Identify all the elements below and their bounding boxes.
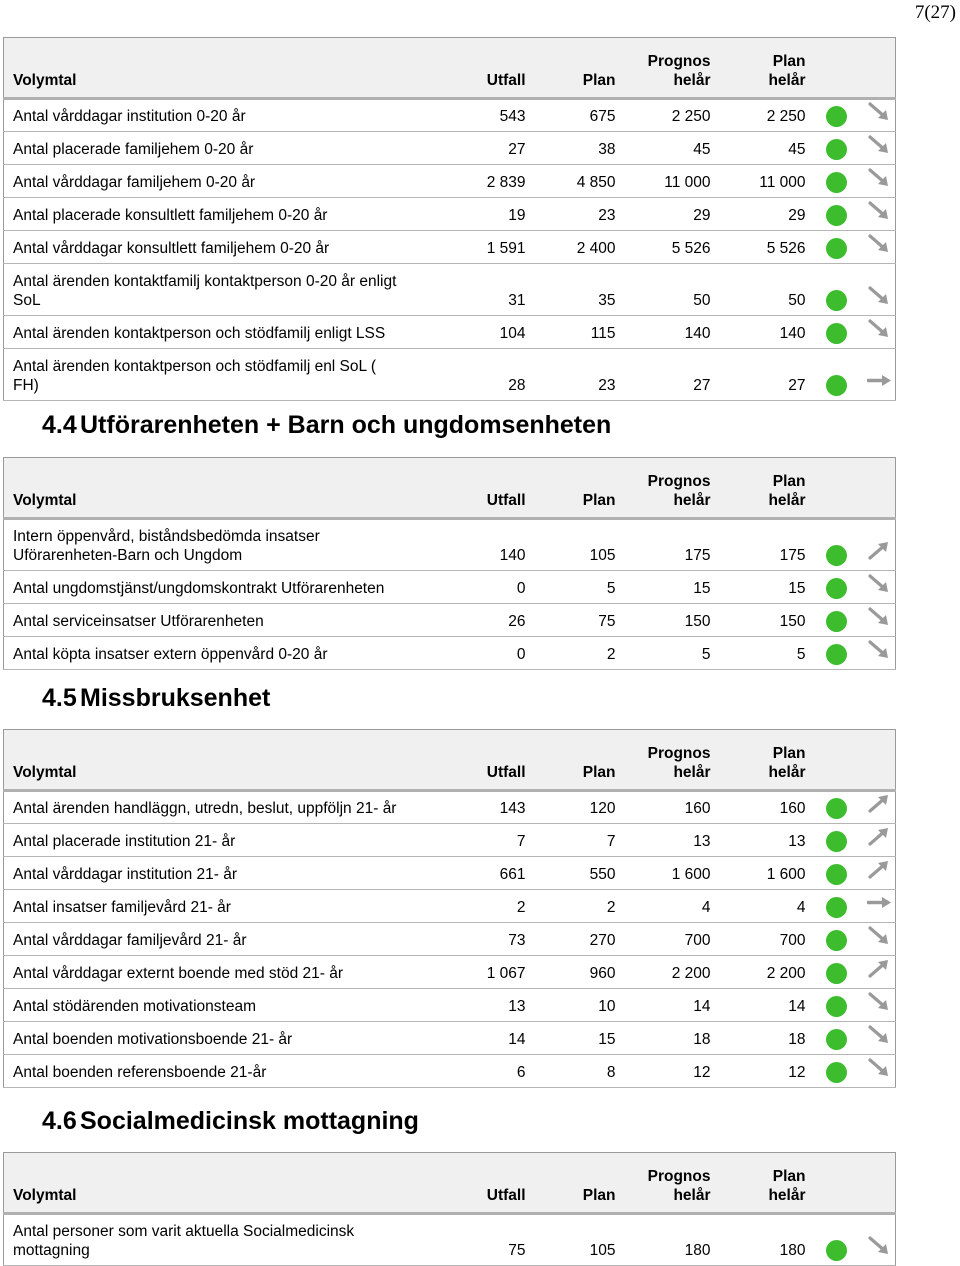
cell-plan: 10 (526, 989, 616, 1022)
column-header-status (806, 458, 896, 519)
table-row (4, 519, 896, 571)
status-green-circle-icon (826, 1240, 847, 1261)
row-label: Antal placerade familjehem 0-20 år (4, 132, 456, 165)
status-trend-cell (806, 857, 896, 890)
cell-prognos: 2 250 (616, 99, 711, 132)
status-trend-cell (806, 349, 896, 401)
row-label (4, 519, 456, 571)
row-label (4, 349, 456, 401)
cell-prognos: 45 (616, 132, 711, 165)
column-header-status (806, 730, 896, 791)
table-header-row (4, 1153, 896, 1214)
status-green-circle-icon (826, 611, 847, 632)
status-trend-cell (806, 989, 896, 1022)
cell-plan-helar: 12 (711, 1055, 806, 1088)
status-trend-cell (806, 956, 896, 989)
cell-plan: 2 (526, 637, 616, 670)
column-header-line: helår (768, 492, 806, 509)
status-trend-cell (806, 1055, 896, 1088)
status-green-circle-icon (826, 172, 847, 193)
cell-plan: 8 (526, 1055, 616, 1088)
row-label-line: mottagning (13, 1242, 90, 1259)
trend-arrow-down-icon (867, 925, 891, 951)
status-green-circle-icon (826, 578, 847, 599)
column-header-line: Prognos (647, 53, 711, 70)
cell-plan-helar: 18 (711, 1022, 806, 1055)
cell-prognos: 5 526 (616, 231, 711, 264)
section-heading-4-6 (42, 1106, 419, 1136)
column-header-prognos-helar (616, 458, 711, 519)
cell-prognos: 175 (616, 519, 711, 571)
cell-plan: 4 850 (526, 165, 616, 198)
column-header-plan-helar (711, 458, 806, 519)
cell-plan: 105 (526, 519, 616, 571)
table-row (4, 857, 896, 890)
column-header-utfall: Utfall (456, 730, 526, 791)
trend-arrow-down-icon (867, 1057, 891, 1083)
trend-arrow-right-icon (867, 370, 891, 396)
table-header-row (4, 458, 896, 519)
trend-arrow-down-icon (867, 606, 891, 632)
page-number: 7(27) (914, 2, 956, 23)
status-green-circle-icon (826, 545, 847, 566)
trend-arrow-down-icon (867, 233, 891, 259)
column-header-utfall: Utfall (456, 38, 526, 99)
cell-utfall: 661 (456, 857, 526, 890)
column-header-volymtal: Volymtal (4, 458, 456, 519)
column-header-plan: Plan (526, 1153, 616, 1214)
row-label: Antal vårddagar konsultlett familjehem 0-20 år (4, 231, 456, 264)
column-header-line: helår (768, 764, 806, 781)
table-row (4, 1214, 896, 1266)
status-trend-cell (806, 571, 896, 604)
status-trend-cell (806, 637, 896, 670)
trend-arrow-down-icon (867, 1024, 891, 1050)
column-header-line: helår (673, 764, 711, 781)
cell-utfall: 6 (456, 1055, 526, 1088)
cell-prognos: 180 (616, 1214, 711, 1266)
cell-utfall: 104 (456, 316, 526, 349)
column-header-line: Prognos (647, 745, 711, 762)
row-label: Antal ungdomstjänst/ungdomskontrakt Utförarenheten (4, 571, 456, 604)
cell-prognos: 29 (616, 198, 711, 231)
cell-utfall: 28 (456, 349, 526, 401)
row-label: Antal insatser familjevård 21- år (4, 890, 456, 923)
table-row (4, 956, 896, 989)
status-green-circle-icon (826, 996, 847, 1017)
status-green-circle-icon (826, 290, 847, 311)
row-label-line: SoL (13, 292, 41, 309)
status-trend-cell (806, 316, 896, 349)
table-row (4, 923, 896, 956)
volymtal-table-socialmedicinsk (3, 1152, 896, 1266)
table-row (4, 231, 896, 264)
section-title: Utförarenheten + Barn och ungdomsenheten (80, 411, 612, 439)
table-row (4, 824, 896, 857)
column-header-line: Prognos (647, 473, 711, 490)
column-header-line: Plan (772, 1168, 806, 1185)
cell-prognos: 2 200 (616, 956, 711, 989)
status-trend-cell (806, 132, 896, 165)
cell-plan: 15 (526, 1022, 616, 1055)
cell-utfall: 140 (456, 519, 526, 571)
table-row (4, 791, 896, 824)
cell-plan: 270 (526, 923, 616, 956)
cell-utfall: 143 (456, 791, 526, 824)
section-heading-4-4 (42, 410, 611, 440)
table-row (4, 132, 896, 165)
status-trend-cell (806, 923, 896, 956)
column-header-prognos-helar (616, 730, 711, 791)
cell-utfall: 13 (456, 989, 526, 1022)
cell-prognos: 140 (616, 316, 711, 349)
status-trend-cell (806, 791, 896, 824)
cell-plan: 5 (526, 571, 616, 604)
status-trend-cell (806, 1022, 896, 1055)
row-label: Antal stödärenden motivationsteam (4, 989, 456, 1022)
trend-arrow-down-icon (867, 639, 891, 665)
status-green-circle-icon (826, 205, 847, 226)
cell-plan-helar: 175 (711, 519, 806, 571)
column-header-line: Plan (772, 53, 806, 70)
cell-plan-helar: 5 (711, 637, 806, 670)
row-label: Antal vårddagar institution 0-20 år (4, 99, 456, 132)
volymtal-table-barn-unga (3, 37, 896, 401)
cell-plan: 2 400 (526, 231, 616, 264)
table-row (4, 316, 896, 349)
cell-plan-helar: 29 (711, 198, 806, 231)
status-green-circle-icon (826, 139, 847, 160)
column-header-line: Plan (772, 473, 806, 490)
trend-arrow-up-icon (867, 540, 891, 566)
cell-plan: 120 (526, 791, 616, 824)
cell-plan: 7 (526, 824, 616, 857)
trend-arrow-down-icon (867, 318, 891, 344)
cell-utfall: 7 (456, 824, 526, 857)
cell-plan: 105 (526, 1214, 616, 1266)
status-trend-cell (806, 519, 896, 571)
cell-plan: 75 (526, 604, 616, 637)
row-label: Antal ärenden handläggn, utredn, beslut, uppföljn 21- år (4, 791, 456, 824)
cell-utfall: 27 (456, 132, 526, 165)
cell-plan-helar: 180 (711, 1214, 806, 1266)
cell-prognos: 18 (616, 1022, 711, 1055)
row-label: Antal vårddagar institution 21- år (4, 857, 456, 890)
cell-utfall: 0 (456, 571, 526, 604)
section-title: Socialmedicinsk mottagning (80, 1107, 419, 1135)
trend-arrow-up-icon (867, 826, 891, 852)
status-trend-cell (806, 231, 896, 264)
cell-plan-helar: 2 200 (711, 956, 806, 989)
cell-plan-helar: 45 (711, 132, 806, 165)
cell-plan-helar: 27 (711, 349, 806, 401)
cell-utfall: 2 839 (456, 165, 526, 198)
cell-prognos: 1 600 (616, 857, 711, 890)
column-header-volymtal: Volymtal (4, 38, 456, 99)
cell-plan-helar: 5 526 (711, 231, 806, 264)
row-label (4, 1214, 456, 1266)
status-green-circle-icon (826, 323, 847, 344)
table-row (4, 890, 896, 923)
row-label: Antal placerade konsultlett familjehem 0-20 år (4, 198, 456, 231)
cell-prognos: 11 000 (616, 165, 711, 198)
row-label: Antal boenden referensboende 21-år (4, 1055, 456, 1088)
column-header-status (806, 1153, 896, 1214)
trend-arrow-down-icon (867, 285, 891, 311)
trend-arrow-right-icon (867, 892, 891, 918)
trend-arrow-down-icon (867, 134, 891, 160)
row-label: Antal vårddagar externt boende med stöd 21- år (4, 956, 456, 989)
cell-prognos: 700 (616, 923, 711, 956)
status-green-circle-icon (826, 798, 847, 819)
column-header-volymtal: Volymtal (4, 1153, 456, 1214)
column-header-plan-helar (711, 730, 806, 791)
table-row (4, 1022, 896, 1055)
cell-prognos: 14 (616, 989, 711, 1022)
column-header-line: helår (768, 72, 806, 89)
section-number: 4.5 (42, 684, 77, 712)
status-trend-cell (806, 99, 896, 132)
cell-utfall: 14 (456, 1022, 526, 1055)
row-label: Antal boenden motivationsboende 21- år (4, 1022, 456, 1055)
column-header-plan-helar (711, 38, 806, 99)
column-header-plan: Plan (526, 458, 616, 519)
cell-utfall: 73 (456, 923, 526, 956)
section-number: 4.6 (42, 1107, 77, 1135)
status-trend-cell (806, 198, 896, 231)
cell-prognos: 50 (616, 264, 711, 316)
row-label (4, 264, 456, 316)
cell-prognos: 15 (616, 571, 711, 604)
status-trend-cell (806, 264, 896, 316)
cell-plan: 2 (526, 890, 616, 923)
row-label: Antal vårddagar familjehem 0-20 år (4, 165, 456, 198)
cell-prognos: 150 (616, 604, 711, 637)
row-label-line: Uförarenheten-Barn och Ungdom (13, 547, 243, 564)
status-trend-cell (806, 890, 896, 923)
cell-plan-helar: 13 (711, 824, 806, 857)
table-row (4, 99, 896, 132)
trend-arrow-down-icon (867, 167, 891, 193)
table-row (4, 989, 896, 1022)
trend-arrow-down-icon (867, 1235, 891, 1261)
column-header-plan-helar (711, 1153, 806, 1214)
cell-plan-helar: 150 (711, 604, 806, 637)
status-trend-cell (806, 1214, 896, 1266)
column-header-status (806, 38, 896, 99)
cell-plan-helar: 160 (711, 791, 806, 824)
cell-plan-helar: 14 (711, 989, 806, 1022)
column-header-prognos-helar (616, 1153, 711, 1214)
cell-plan: 960 (526, 956, 616, 989)
table-row (4, 198, 896, 231)
cell-plan-helar: 50 (711, 264, 806, 316)
column-header-volymtal: Volymtal (4, 730, 456, 791)
table-row (4, 571, 896, 604)
row-label: Antal köpta insatser extern öppenvård 0-20 år (4, 637, 456, 670)
cell-utfall: 19 (456, 198, 526, 231)
cell-prognos: 13 (616, 824, 711, 857)
table-row (4, 349, 896, 401)
trend-arrow-up-icon (867, 793, 891, 819)
cell-plan: 675 (526, 99, 616, 132)
status-green-circle-icon (826, 375, 847, 396)
cell-utfall: 31 (456, 264, 526, 316)
cell-plan-helar: 4 (711, 890, 806, 923)
cell-plan: 23 (526, 349, 616, 401)
cell-plan: 23 (526, 198, 616, 231)
status-green-circle-icon (826, 1029, 847, 1050)
trend-arrow-up-icon (867, 958, 891, 984)
column-header-plan: Plan (526, 38, 616, 99)
status-trend-cell (806, 604, 896, 637)
column-header-line: helår (673, 72, 711, 89)
column-header-plan: Plan (526, 730, 616, 791)
cell-prognos: 27 (616, 349, 711, 401)
row-label-line: Antal ärenden kontaktfamilj kontaktperson 0-20 år enligt (13, 273, 397, 290)
table-row (4, 1055, 896, 1088)
trend-arrow-down-icon (867, 200, 891, 226)
trend-arrow-down-icon (867, 573, 891, 599)
cell-utfall: 543 (456, 99, 526, 132)
cell-prognos: 12 (616, 1055, 711, 1088)
column-header-prognos-helar (616, 38, 711, 99)
column-header-line: helår (673, 1187, 711, 1204)
status-trend-cell (806, 165, 896, 198)
cell-plan: 38 (526, 132, 616, 165)
trend-arrow-down-icon (867, 101, 891, 127)
column-header-line: helår (673, 492, 711, 509)
table-row (4, 264, 896, 316)
status-trend-cell (806, 824, 896, 857)
table-row (4, 604, 896, 637)
status-green-circle-icon (826, 864, 847, 885)
status-green-circle-icon (826, 963, 847, 984)
cell-plan-helar: 11 000 (711, 165, 806, 198)
cell-plan: 35 (526, 264, 616, 316)
status-green-circle-icon (826, 897, 847, 918)
row-label-line: Antal ärenden kontaktperson och stödfamilj enl SoL ( (13, 358, 377, 375)
volymtal-table-missbruksenhet (3, 729, 896, 1088)
section-title: Missbruksenhet (80, 684, 271, 712)
column-header-utfall: Utfall (456, 458, 526, 519)
cell-plan-helar: 140 (711, 316, 806, 349)
row-label-line: FH) (13, 377, 39, 394)
cell-prognos: 5 (616, 637, 711, 670)
table-row (4, 165, 896, 198)
table-header-row (4, 730, 896, 791)
cell-prognos: 4 (616, 890, 711, 923)
row-label: Antal ärenden kontaktperson och stödfamilj enligt LSS (4, 316, 456, 349)
cell-plan: 550 (526, 857, 616, 890)
row-label: Antal placerade institution 21- år (4, 824, 456, 857)
cell-utfall: 26 (456, 604, 526, 637)
cell-utfall: 75 (456, 1214, 526, 1266)
cell-plan-helar: 700 (711, 923, 806, 956)
cell-utfall: 2 (456, 890, 526, 923)
cell-plan-helar: 1 600 (711, 857, 806, 890)
status-green-circle-icon (826, 831, 847, 852)
column-header-line: helår (768, 1187, 806, 1204)
table-header-row (4, 38, 896, 99)
status-green-circle-icon (826, 106, 847, 127)
cell-plan-helar: 15 (711, 571, 806, 604)
cell-utfall: 1 067 (456, 956, 526, 989)
status-green-circle-icon (826, 644, 847, 665)
column-header-line: Prognos (647, 1168, 711, 1185)
row-label: Antal vårddagar familjevård 21- år (4, 923, 456, 956)
section-number: 4.4 (42, 411, 77, 439)
row-label-line: Antal personer som varit aktuella Socialmedicinsk (13, 1223, 355, 1240)
trend-arrow-down-icon (867, 991, 891, 1017)
cell-prognos: 160 (616, 791, 711, 824)
status-green-circle-icon (826, 930, 847, 951)
cell-plan-helar: 2 250 (711, 99, 806, 132)
cell-utfall: 0 (456, 637, 526, 670)
table-row (4, 637, 896, 670)
column-header-line: Plan (772, 745, 806, 762)
volymtal-table-utforarenheten (3, 457, 896, 670)
status-green-circle-icon (826, 1062, 847, 1083)
row-label: Antal serviceinsatser Utförarenheten (4, 604, 456, 637)
cell-utfall: 1 591 (456, 231, 526, 264)
section-heading-4-5 (42, 683, 270, 713)
column-header-utfall: Utfall (456, 1153, 526, 1214)
trend-arrow-up-icon (867, 859, 891, 885)
cell-plan: 115 (526, 316, 616, 349)
row-label-line: Intern öppenvård, biståndsbedömda insatser (13, 528, 320, 545)
status-green-circle-icon (826, 238, 847, 259)
